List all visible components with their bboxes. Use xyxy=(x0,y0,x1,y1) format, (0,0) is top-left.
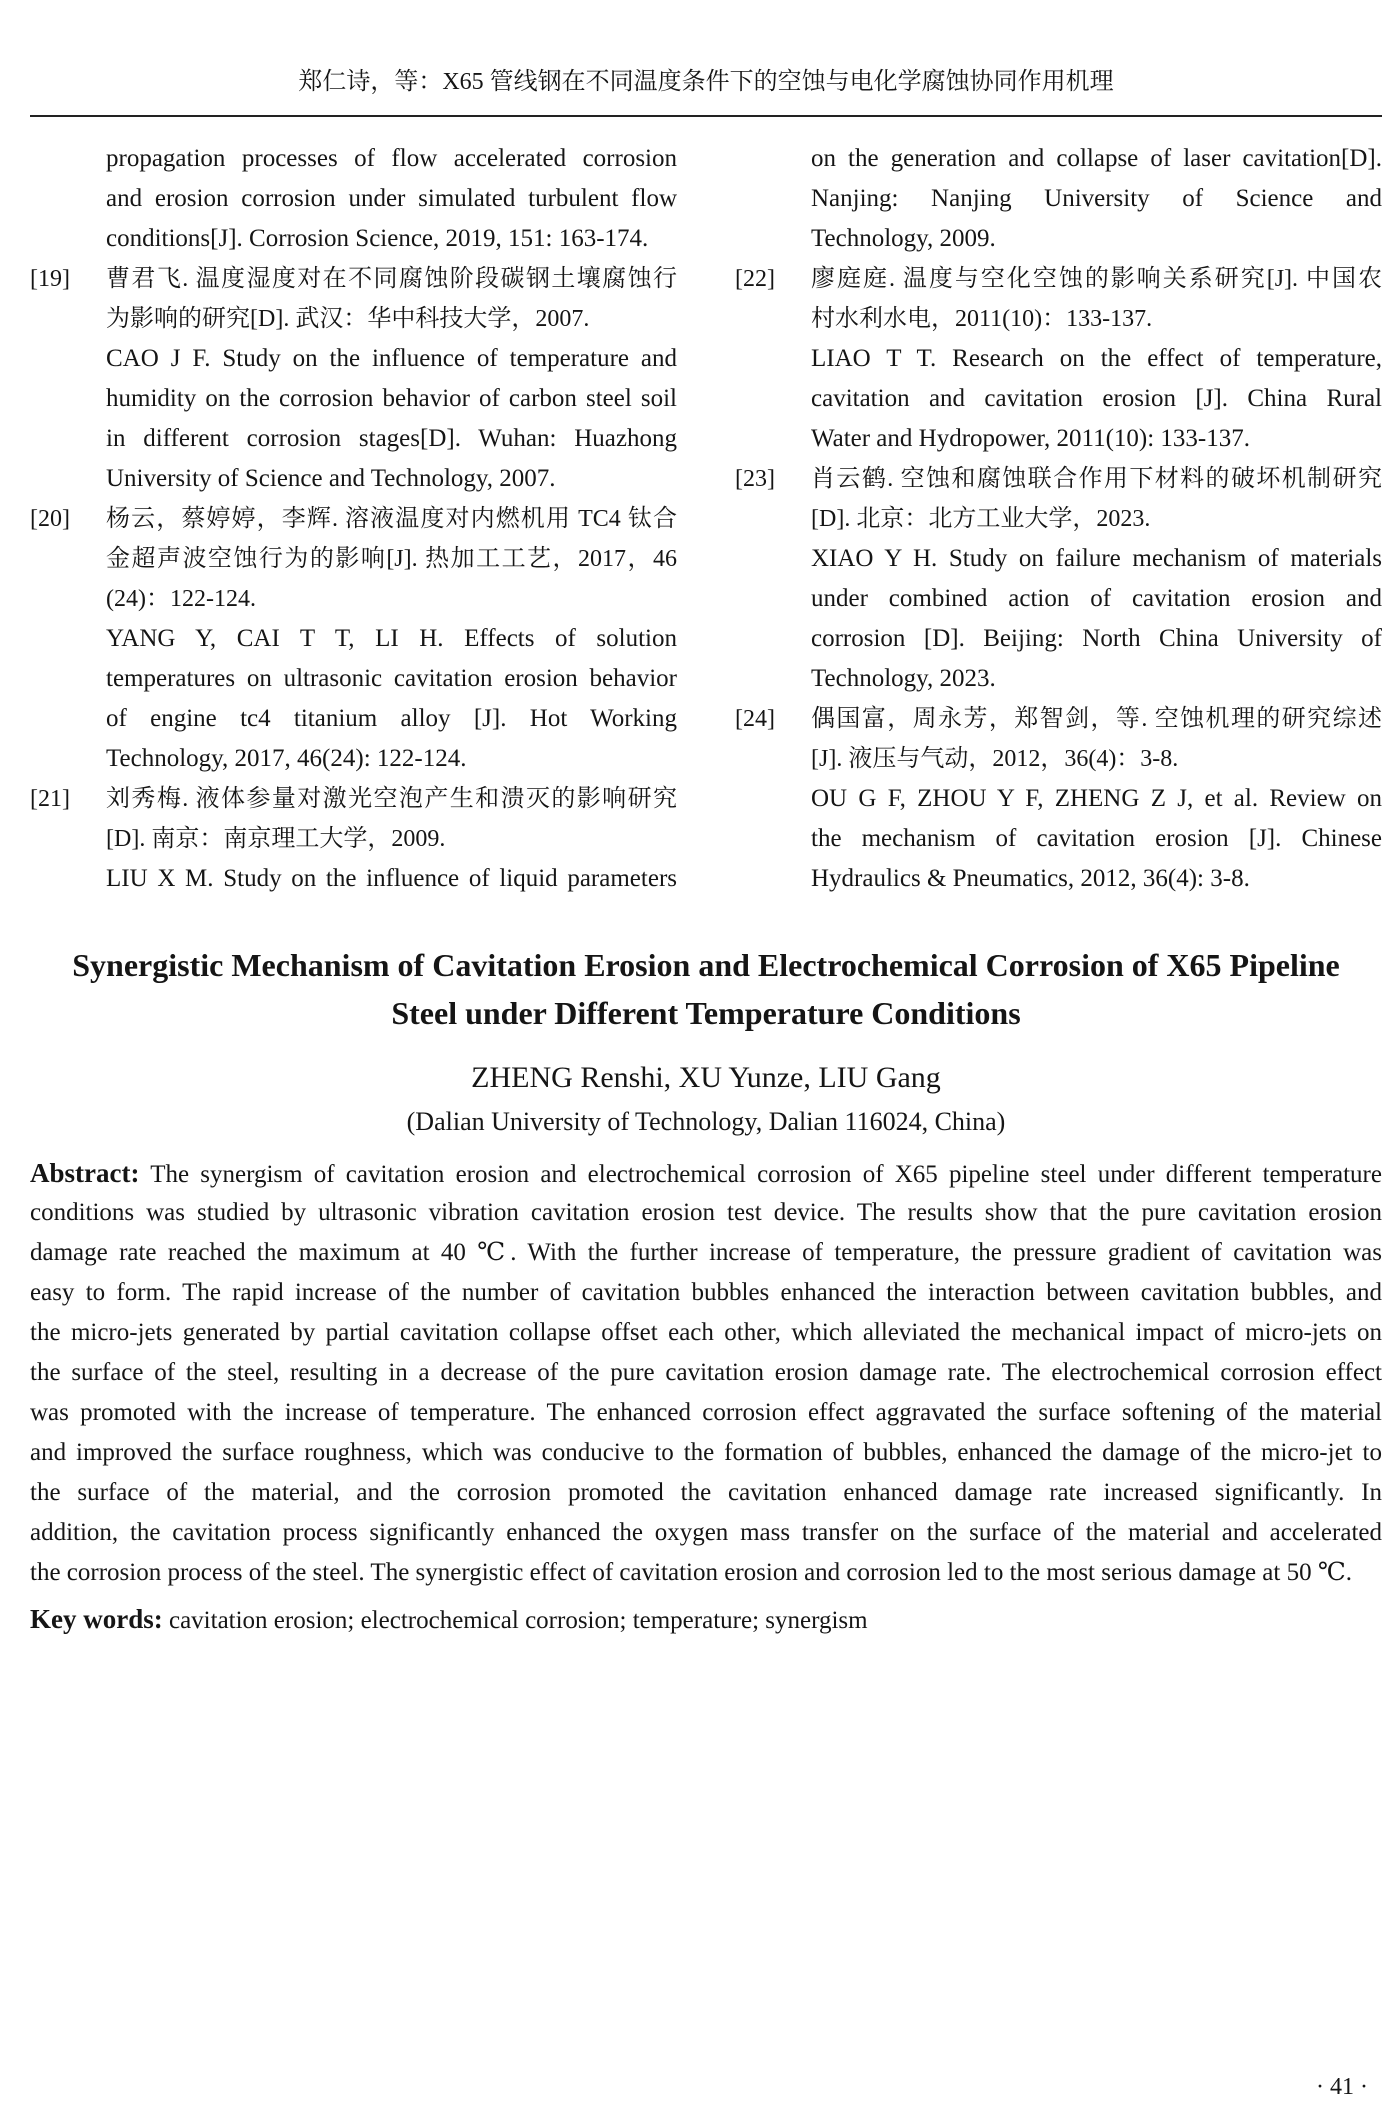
reference-line: LIAO T T. Research on the effect of temperature, xyxy=(811,345,1382,372)
reference-number: [23] xyxy=(735,466,775,492)
reference-line: temperatures on ultrasonic cavitation erosion behavior xyxy=(106,665,677,692)
reference-column-right xyxy=(735,139,1382,899)
reference-line: [D]. 南京：南京理工大学，2009. xyxy=(106,826,446,852)
author-list: ZHENG Renshi, XU Yunze, LIU Gang xyxy=(471,1061,941,1094)
abstract-line: the surface of the material, and the corrosion promoted the cavitation enhanced damage rate increased significantly. In xyxy=(30,1479,1382,1506)
reference-line: Technology, 2017, 46(24): 122-124. xyxy=(106,745,467,772)
reference-number: [22] xyxy=(735,266,775,292)
reference-line: propagation processes of flow accelerated corrosion xyxy=(106,145,677,172)
reference-line: and erosion corrosion under simulated turbulent flow xyxy=(106,185,677,212)
reference-line: humidity on the corrosion behavior of carbon steel soil xyxy=(106,385,677,412)
reference-number: [19] xyxy=(30,266,70,292)
reference-line: CAO J F. Study on the influence of temperature and xyxy=(106,345,677,372)
reference-line: 肖云鹤. 空蚀和腐蚀联合作用下材料的破坏机制研究 xyxy=(811,466,1382,492)
reference-line: corrosion [D]. Beijing: North China University of xyxy=(811,625,1382,652)
reference-19 xyxy=(30,259,677,499)
running-header: 郑仁诗，等：X65 管线钢在不同温度条件下的空蚀与电化学腐蚀协同作用机理 xyxy=(298,69,1114,95)
reference-line: XIAO Y H. Study on failure mechanism of materials xyxy=(811,545,1382,572)
reference-line: conditions[J]. Corrosion Science, 2019, 151: 163-174. xyxy=(106,225,649,252)
paper-title-line: Synergistic Mechanism of Cavitation Erosion and Electrochemical Corrosion of X65 Pipeline xyxy=(72,947,1340,983)
reference-line: University of Science and Technology, 2007. xyxy=(106,465,556,492)
abstract-line: and improved the surface roughness, which was conducive to the formation of bubbles, enhanced the damage of the micro-jet to xyxy=(30,1439,1382,1466)
reference-22 xyxy=(735,259,1382,459)
reference-18-continued xyxy=(30,139,677,259)
reference-column-left xyxy=(30,139,677,899)
reference-line: cavitation and cavitation erosion [J]. China Rural xyxy=(811,385,1382,412)
abstract-line: addition, the cavitation process significantly enhanced the oxygen mass transfer on the surface of the material and accelerated xyxy=(30,1519,1382,1546)
abstract-label: Abstract: xyxy=(30,1158,140,1188)
reference-line: Nanjing: Nanjing University of Science and xyxy=(811,185,1382,212)
reference-line: in different corrosion stages[D]. Wuhan: Huazhong xyxy=(106,425,677,452)
keywords-label: Key words: xyxy=(30,1604,163,1634)
reference-line: under combined action of cavitation erosion and xyxy=(811,585,1382,612)
reference-line: Technology, 2023. xyxy=(811,665,996,692)
abstract-line-text: The synergism of cavitation erosion and electrochemical corrosion of X65 pipeline steel under different temperature xyxy=(150,1161,1382,1188)
reference-line: 刘秀梅. 液体参量对激光空泡产生和溃灭的影响研究 xyxy=(106,786,677,812)
reference-line: 杨云，蔡婷婷，李辉. 溶液温度对内燃机用 TC4 钛合 xyxy=(106,506,677,532)
reference-number: [20] xyxy=(30,506,70,532)
reference-line: 曹君飞. 温度湿度对在不同腐蚀阶段碳钢土壤腐蚀行 xyxy=(106,266,677,292)
keywords-text: cavitation erosion; electrochemical corrosion; temperature; synergism xyxy=(168,1607,868,1634)
reference-21 xyxy=(30,779,677,899)
abstract-line: the corrosion process of the steel. The synergistic effect of cavitation erosion and corrosion led to the most serious damage at 50 ℃. xyxy=(30,1559,1353,1586)
reference-21-continued xyxy=(735,139,1382,259)
reference-line: 廖庭庭. 温度与空化空蚀的影响关系研究[J]. 中国农 xyxy=(811,266,1382,292)
header-rule xyxy=(30,115,1382,117)
reference-line: the mechanism of cavitation erosion [J]. Chinese xyxy=(811,825,1382,852)
abstract-line xyxy=(30,1153,1382,1193)
reference-line: Water and Hydropower, 2011(10): 133-137. xyxy=(811,425,1251,452)
reference-line: 为影响的研究[D]. 武汉：华中科技大学，2007. xyxy=(106,306,590,332)
reference-line: [D]. 北京：北方工业大学，2023. xyxy=(811,506,1151,532)
paper-title xyxy=(30,941,1382,1037)
reference-line: Technology, 2009. xyxy=(811,225,996,252)
paper-title-line: Steel under Different Temperature Conditions xyxy=(391,995,1021,1031)
reference-24 xyxy=(735,699,1382,899)
page-number: · 41 · xyxy=(1316,2074,1368,2100)
reference-line: of engine tc4 titanium alloy [J]. Hot Working xyxy=(106,705,677,732)
abstract-line: was promoted with the increase of temperature. The enhanced corrosion effect aggravated the surface softening of the material xyxy=(30,1399,1382,1426)
reference-23 xyxy=(735,459,1382,699)
reference-line: on the generation and collapse of laser cavitation[D]. xyxy=(811,145,1382,172)
reference-number: [24] xyxy=(735,706,775,732)
abstract-line: damage rate reached the maximum at 40 ℃. With the further increase of temperature, the pressure gradient of cavitation was xyxy=(30,1239,1382,1266)
reference-20 xyxy=(30,499,677,779)
reference-line: YANG Y, CAI T T, LI H. Effects of solution xyxy=(106,625,677,652)
keywords xyxy=(30,1599,1382,1639)
reference-line: OU G F, ZHOU Y F, ZHENG Z J, et al. Review on xyxy=(811,785,1382,812)
reference-line: [J]. 液压与气动，2012，36(4)：3-8. xyxy=(811,746,1179,772)
reference-line: 偶国富，周永芳，郑智剑，等. 空蚀机理的研究综述 xyxy=(811,706,1382,732)
abstract-line: the surface of the steel, resulting in a decrease of the pure cavitation erosion damage rate. The electrochemical corrosion effect xyxy=(30,1359,1382,1386)
reference-line: 村水利水电，2011(10)：133-137. xyxy=(811,306,1153,332)
reference-line: (24)：122-124. xyxy=(106,586,256,612)
reference-line: 金超声波空蚀行为的影响[J]. 热加工工艺，2017，46 xyxy=(106,546,677,572)
abstract xyxy=(30,1153,1382,1593)
abstract-line: the micro-jets generated by partial cavitation collapse offset each other, which alleviated the mechanical impact of micro-jets on xyxy=(30,1319,1382,1346)
reference-number: [21] xyxy=(30,786,70,812)
reference-line: LIU X M. Study on the influence of liquid parameters xyxy=(106,865,677,892)
abstract-line: conditions was studied by ultrasonic vibration cavitation erosion test device. The results show that the pure cavitation erosion xyxy=(30,1199,1382,1226)
affiliation: (Dalian University of Technology, Dalian 116024, China) xyxy=(406,1107,1006,1136)
reference-line: Hydraulics & Pneumatics, 2012, 36(4): 3-8. xyxy=(811,865,1250,892)
abstract-line: easy to form. The rapid increase of the number of cavitation bubbles enhanced the interaction between cavitation bubbles, and xyxy=(30,1279,1382,1306)
